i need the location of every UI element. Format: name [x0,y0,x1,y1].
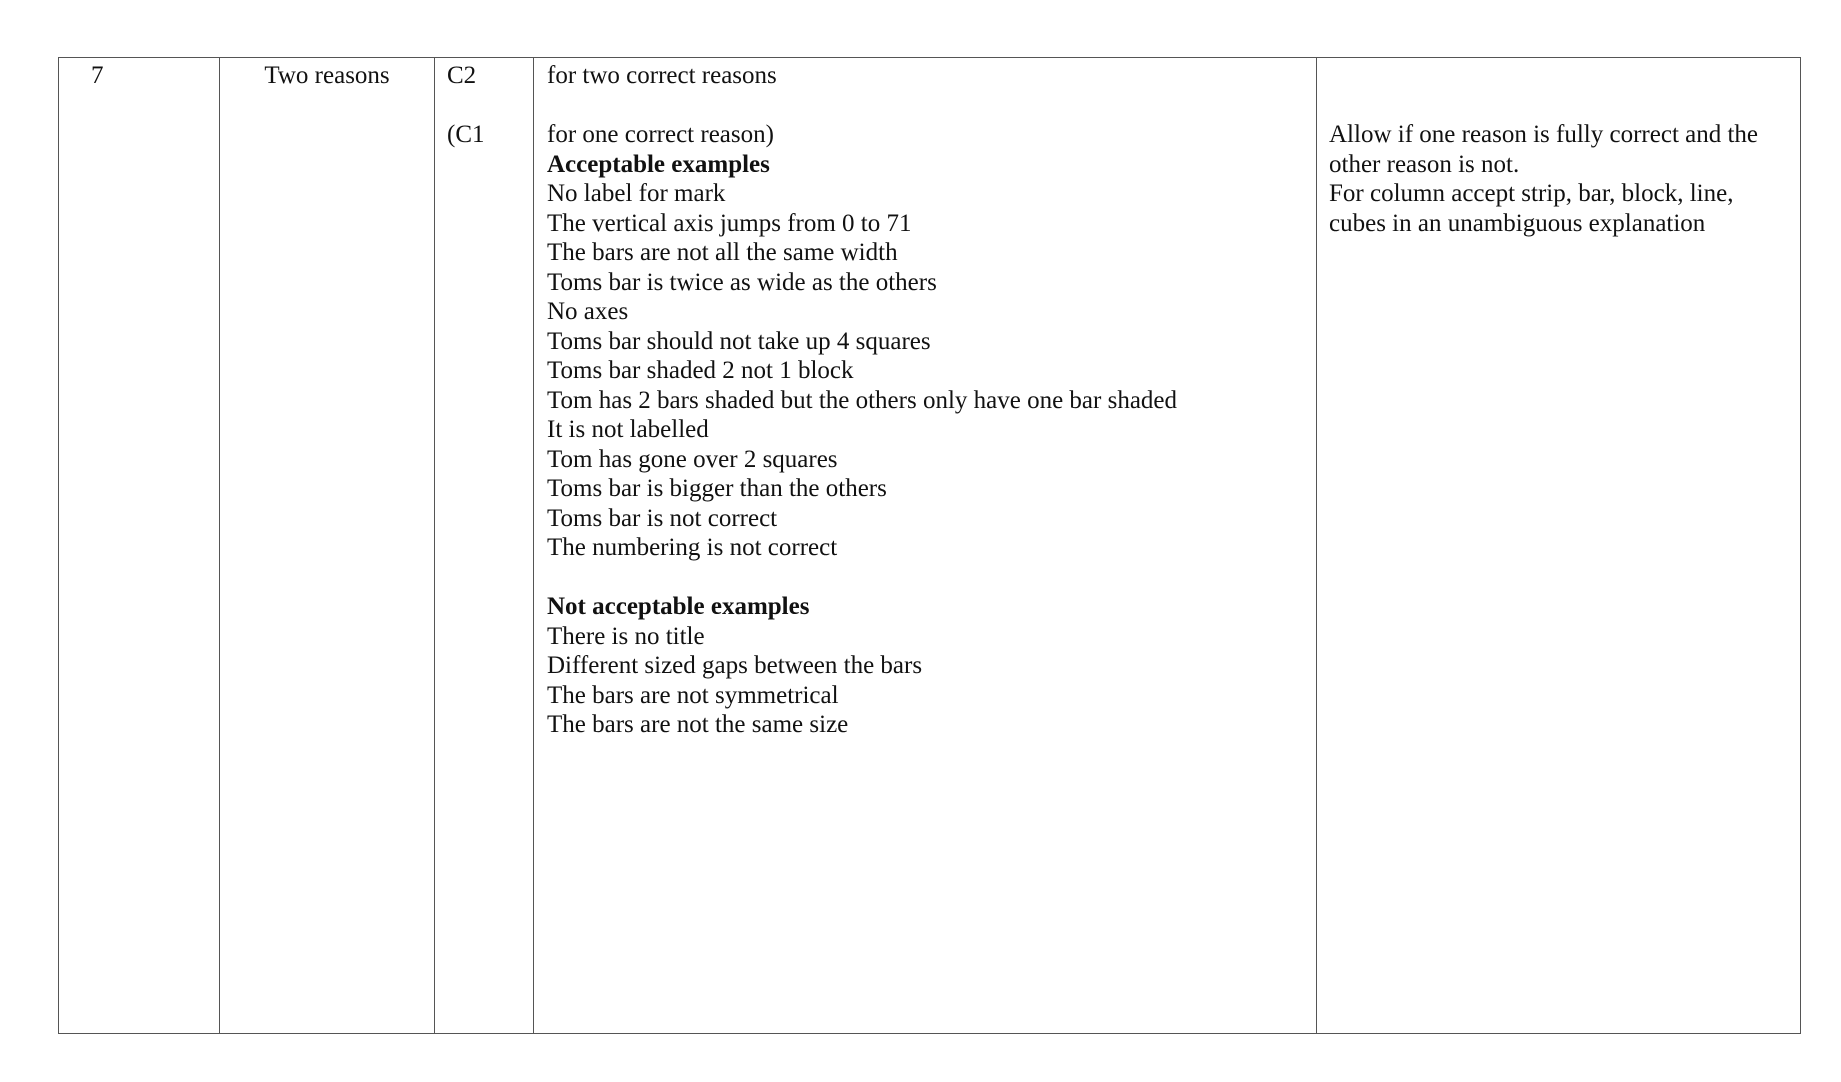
spacer [547,563,1316,593]
guidance-line: other reason is not. [1329,150,1520,178]
guidance-line: cubes in an unambiguous explanation [1329,209,1706,237]
answer-text: Two reasons [264,62,390,89]
mark-spacer [447,91,533,121]
list-item: Tom has gone over 2 squares [547,445,838,473]
guidance-line: Allow if one reason is fully correct and the [1329,121,1759,148]
mark-scheme-table [58,57,1801,1034]
spacer [547,91,1316,121]
partial-criterion: for one correct reason) [547,121,774,148]
question-cell [59,58,220,1034]
list-item: Tom has 2 bars shaded but the others only have one bar shaded [547,386,1178,414]
answer-cell [220,58,435,1034]
mark-notes-cell [534,58,1317,1034]
mark-full: C2 [447,62,477,89]
list-item: Toms bar is bigger than the others [547,475,887,502]
list-item: It is not labelled [547,416,709,443]
not-acceptable-list [547,622,1316,740]
mark-partial: (C1 [447,121,485,148]
list-item: No label for mark [547,180,726,207]
acceptable-list [547,179,1316,563]
list-item: No axes [547,298,629,325]
table-row [59,58,1801,1034]
list-item: Toms bar shaded 2 not 1 block [547,357,854,384]
list-item: The numbering is not correct [547,534,838,561]
full-criterion: for two correct reasons [547,62,777,89]
list-item: The bars are not the same size [547,711,849,738]
guidance-line: For column accept strip, bar, block, line, [1329,180,1734,207]
list-item: Toms bar is twice as wide as the others [547,268,937,296]
list-item: Toms bar should not take up 4 squares [547,327,931,355]
list-item: Toms bar is not correct [547,504,778,532]
additional-guidance-cell [1317,58,1801,1034]
spacer [1329,61,1800,120]
list-item: Different sized gaps between the bars [547,652,923,679]
list-item: There is no title [547,622,705,650]
not-acceptable-heading: Not acceptable examples [547,593,810,620]
question-number: 7 [91,62,104,89]
acceptable-heading: Acceptable examples [547,150,770,178]
list-item: The bars are not symmetrical [547,681,839,709]
list-item: The vertical axis jumps from 0 to 71 [547,209,912,237]
mark-cell [435,58,534,1034]
list-item: The bars are not all the same width [547,239,898,266]
